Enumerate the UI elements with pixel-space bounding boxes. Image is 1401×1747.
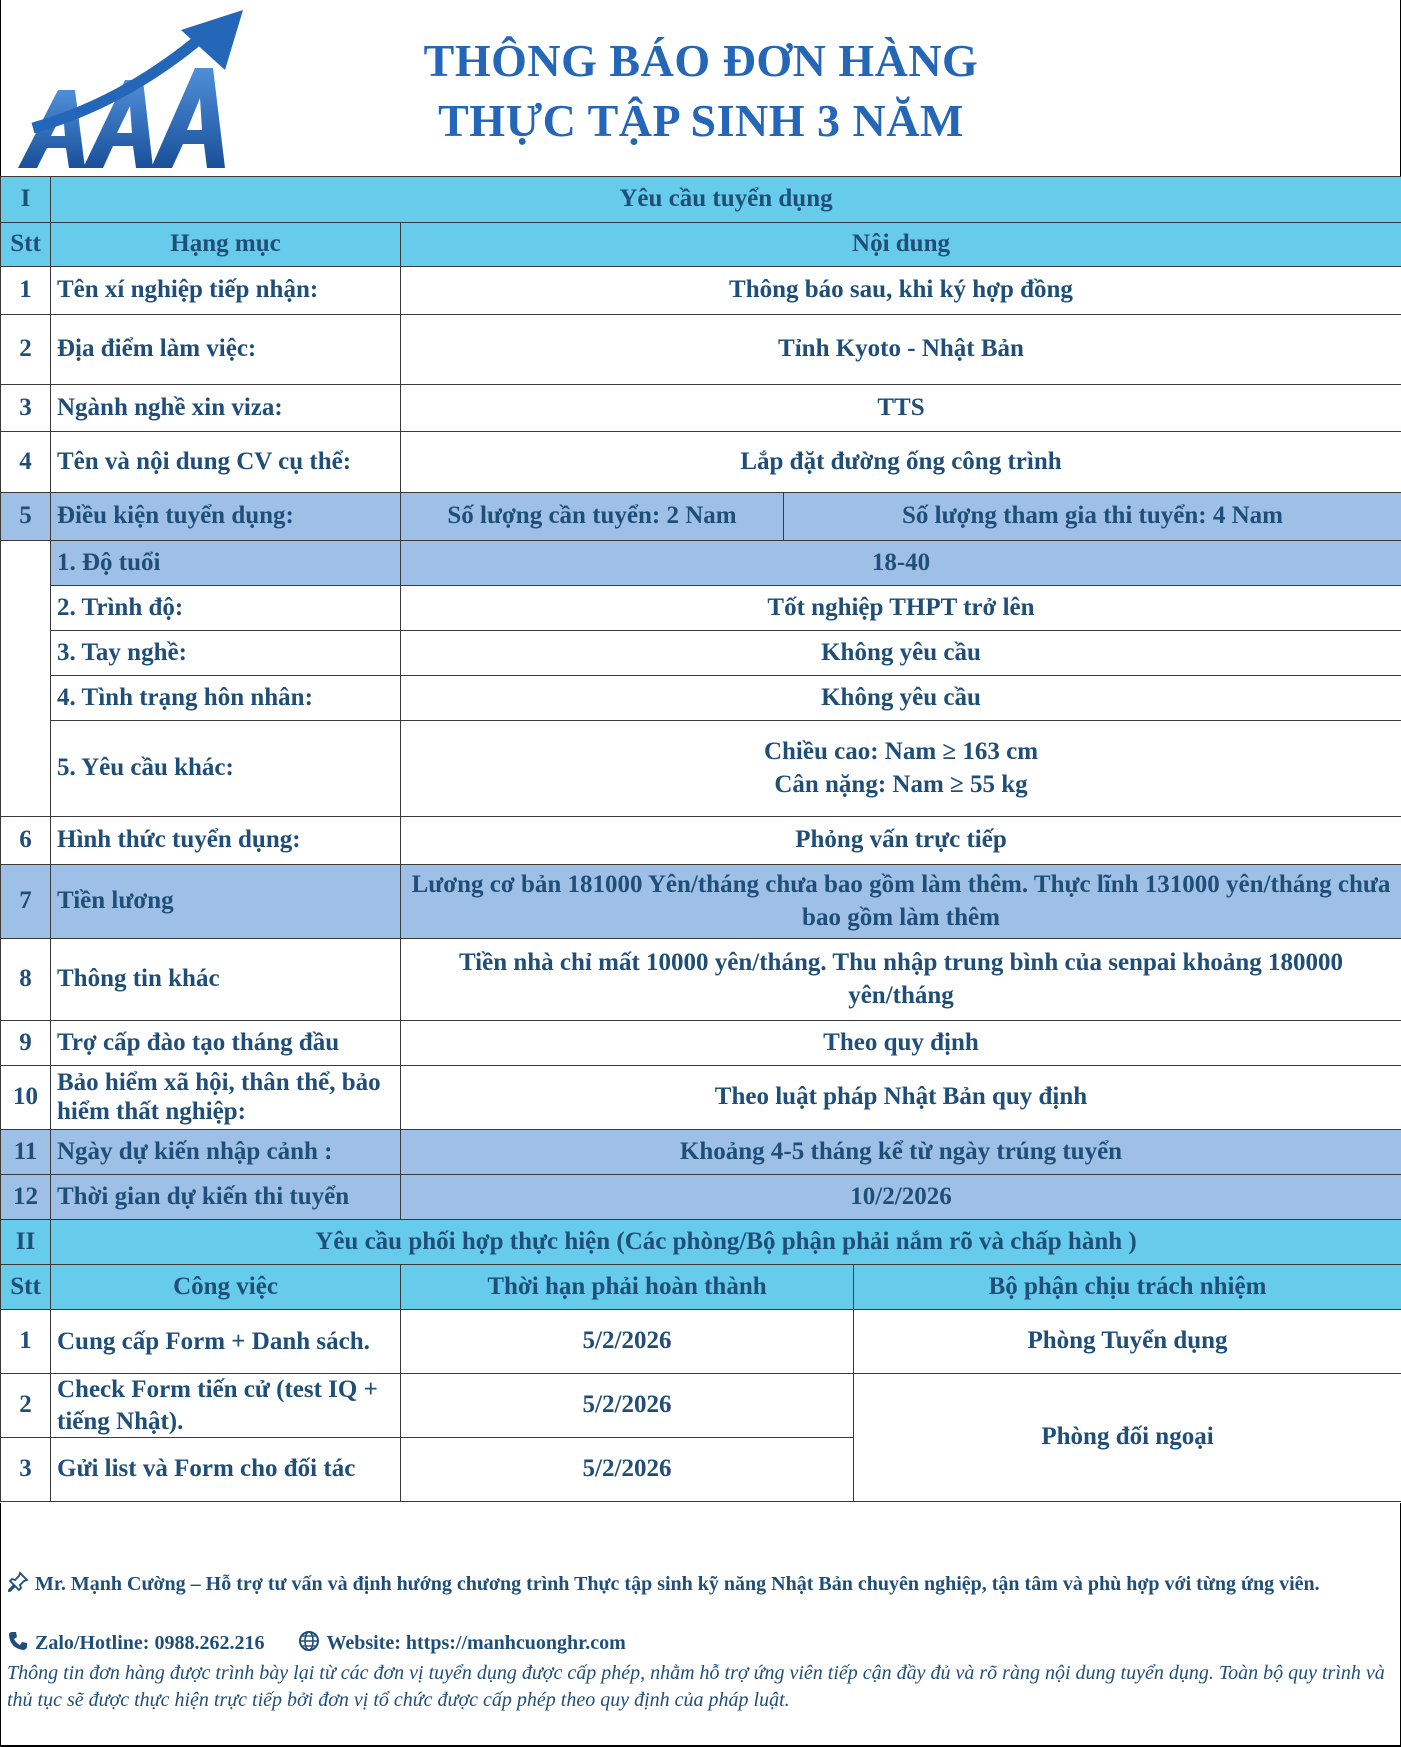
condition-content: 18-40	[401, 541, 1401, 586]
condition-content	[401, 721, 1401, 817]
condition-content: Không yêu cầu	[401, 631, 1401, 676]
row-stt: 8	[1, 939, 51, 1021]
row-item: Trợ cấp đào tạo tháng đầu	[51, 1021, 401, 1066]
task-deadline: 5/2/2026	[401, 1310, 854, 1374]
condition-row	[1, 676, 1401, 721]
row-stt: 3	[1, 385, 51, 432]
footer-disclaimer: Thông tin đơn hàng được trình bày lại từ các đơn vị tuyển dụng được cấp phép, nhằm hỗ trợ ứng viên tiếp cận đầy đủ và rõ ràng nội dung tuyển dụng. Toàn bộ quy trình và thủ tục sẽ được thực hiện trực tiếp bởi đơn vị tổ chức được cấp phép theo quy định của pháp luật.	[7, 1662, 1385, 1711]
hotline-text[interactable]: Zalo/Hotline: 0988.262.216	[35, 1632, 265, 1654]
row-item: Tên và nội dung CV cụ thể:	[51, 432, 401, 493]
row-item: Địa điểm làm việc:	[51, 315, 401, 385]
row-stt: 6	[1, 817, 51, 865]
condition-content: Không yêu cầu	[401, 676, 1401, 721]
table-row	[1, 865, 1401, 939]
condition-item: 1. Độ tuổi	[51, 541, 401, 586]
globe-icon	[298, 1630, 320, 1652]
row-item: Điều kiện tuyển dụng:	[51, 493, 401, 541]
row-content: Tỉnh Kyoto - Nhật Bản	[401, 315, 1401, 385]
col-stt: Stt	[1, 223, 51, 267]
condition-indent	[1, 541, 51, 817]
task-deadline: 5/2/2026	[401, 1438, 854, 1502]
row-item: Bảo hiểm xã hội, thân thể, bảo hiểm thất nghiệp:	[51, 1066, 401, 1130]
row-item: Tên xí nghiệp tiếp nhận:	[51, 267, 401, 315]
condition-row	[1, 586, 1401, 631]
row-stt: 12	[1, 1175, 51, 1220]
row-item: Thông tin khác	[51, 939, 401, 1021]
table-row-conditions	[1, 493, 1401, 541]
section-2-header	[1, 1220, 1401, 1265]
pin-icon	[7, 1571, 29, 1593]
exam-count: Số lượng tham gia thi tuyển: 4 Nam	[784, 493, 1401, 541]
row-stt: 11	[1, 1130, 51, 1175]
condition-row	[1, 631, 1401, 676]
table-row	[1, 1130, 1401, 1175]
row-content: TTS	[401, 385, 1401, 432]
section-2-columns	[1, 1265, 1401, 1310]
row-stt: 1	[1, 1310, 51, 1374]
aaa-logo	[13, 8, 253, 173]
col-dept: Bộ phận chịu trách nhiệm	[854, 1265, 1401, 1310]
row-stt: 7	[1, 865, 51, 939]
footer	[0, 1503, 1401, 1747]
table-row	[1, 385, 1401, 432]
condition-item: 2. Trình độ:	[51, 586, 401, 631]
phone-icon	[7, 1630, 29, 1652]
condition-content: Tốt nghiệp THPT trở lên	[401, 586, 1401, 631]
footer-contact	[7, 1630, 1392, 1657]
task-dept: Phòng đối ngoại	[854, 1374, 1401, 1502]
table-row	[1, 267, 1401, 315]
website-link[interactable]: Website: https://manhcuonghr.com	[326, 1632, 626, 1654]
task-name: Check Form tiến cử (test IQ + tiếng Nhật).	[51, 1374, 401, 1438]
table-row	[1, 817, 1401, 865]
table-row	[1, 1021, 1401, 1066]
condition-item: 3. Tay nghề:	[51, 631, 401, 676]
task-row	[1, 1310, 1401, 1374]
row-content: Theo quy định	[401, 1021, 1401, 1066]
row-stt: 4	[1, 432, 51, 493]
condition-row	[1, 541, 1401, 586]
weight-requirement: Cân nặng: Nam ≥ 55 kg	[774, 770, 1028, 798]
row-item: Ngày dự kiến nhập cảnh :	[51, 1130, 401, 1175]
col-task: Công việc	[51, 1265, 401, 1310]
recruit-count: Số lượng cần tuyển: 2 Nam	[401, 493, 784, 541]
task-name: Cung cấp Form + Danh sách.	[51, 1310, 401, 1374]
col-content: Nội dung	[401, 223, 1401, 267]
section-2-roman: II	[1, 1220, 51, 1265]
row-stt: 2	[1, 315, 51, 385]
row-stt: 2	[1, 1374, 51, 1438]
condition-item: 5. Yêu cầu khác:	[51, 721, 401, 817]
section-1-roman: I	[1, 177, 51, 223]
row-content: 10/2/2026	[401, 1175, 1401, 1220]
condition-row	[1, 721, 1401, 817]
row-stt: 10	[1, 1066, 51, 1130]
header	[0, 0, 1401, 176]
row-content: Theo luật pháp Nhật Bản quy định	[401, 1066, 1401, 1130]
task-dept: Phòng Tuyển dụng	[854, 1310, 1401, 1374]
row-content: Tiền nhà chỉ mất 10000 yên/tháng. Thu nhập trung bình của senpai khoảng 180000 yên/tháng	[401, 939, 1401, 1021]
consultant-intro: Mr. Mạnh Cường – Hỗ trợ tư vấn và định hướng chương trình Thực tập sinh kỹ năng Nhật Bản chuyên nghiệp, tận tâm và phù hợp với từng ứng viên.	[35, 1573, 1320, 1595]
row-item: Ngành nghề xin viza:	[51, 385, 401, 432]
row-content: Khoảng 4-5 tháng kể từ ngày trúng tuyển	[401, 1130, 1401, 1175]
section-1-columns	[1, 223, 1401, 267]
row-stt: 5	[1, 493, 51, 541]
row-content: Lắp đặt đường ống công trình	[401, 432, 1401, 493]
col-deadline: Thời hạn phải hoàn thành	[401, 1265, 854, 1310]
order-table	[0, 176, 1401, 1502]
row-stt: 9	[1, 1021, 51, 1066]
section-1-title: Yêu cầu tuyển dụng	[51, 177, 1401, 223]
col-item: Hạng mục	[51, 223, 401, 267]
table-row	[1, 432, 1401, 493]
row-stt: 3	[1, 1438, 51, 1502]
col-stt: Stt	[1, 1265, 51, 1310]
row-content: Lương cơ bản 181000 Yên/tháng chưa bao gồm làm thêm. Thực lĩnh 131000 yên/tháng chưa bao gồm làm thêm	[401, 865, 1401, 939]
table-row	[1, 315, 1401, 385]
row-item: Tiền lương	[51, 865, 401, 939]
section-1-header	[1, 177, 1401, 223]
row-content: Thông báo sau, khi ký hợp đồng	[401, 267, 1401, 315]
condition-item: 4. Tình trạng hôn nhân:	[51, 676, 401, 721]
title-line-1: THÔNG BÁO ĐƠN HÀNG	[423, 35, 979, 86]
task-row	[1, 1374, 1401, 1438]
table-row	[1, 1175, 1401, 1220]
row-item: Thời gian dự kiến thi tuyển	[51, 1175, 401, 1220]
title-line-2: THỰC TẬP SINH 3 NĂM	[438, 95, 964, 146]
footer-intro	[7, 1571, 1392, 1598]
table-row	[1, 1066, 1401, 1130]
row-stt: 1	[1, 267, 51, 315]
task-deadline: 5/2/2026	[401, 1374, 854, 1438]
table-row	[1, 939, 1401, 1021]
row-item: Hình thức tuyển dụng:	[51, 817, 401, 865]
task-name: Gửi list và Form cho đối tác	[51, 1438, 401, 1502]
row-content: Phỏng vấn trực tiếp	[401, 817, 1401, 865]
height-requirement: Chiều cao: Nam ≥ 163 cm	[763, 738, 1039, 765]
section-2-title: Yêu cầu phối hợp thực hiện (Các phòng/Bộ phận phải nắm rõ và chấp hành )	[51, 1220, 1401, 1265]
